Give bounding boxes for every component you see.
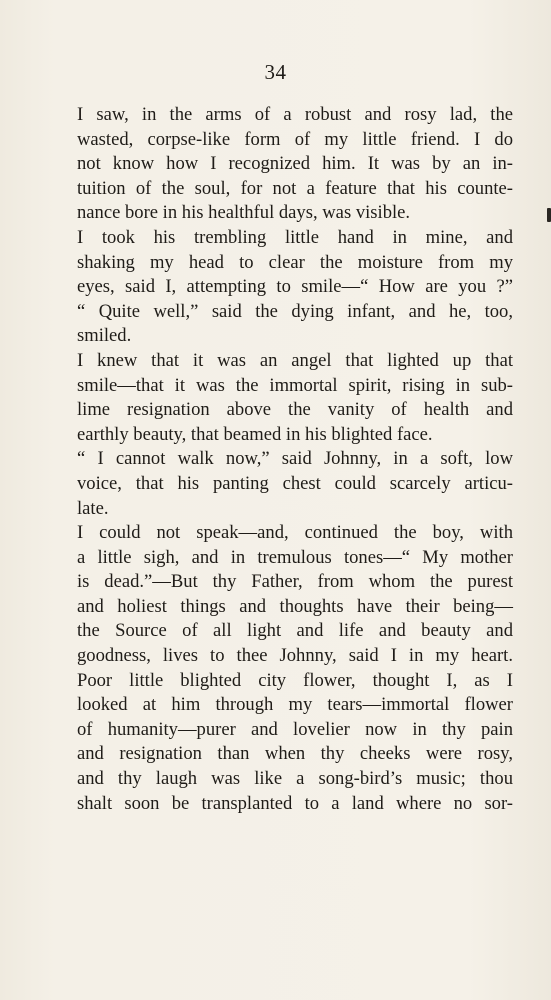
text-line: “ Quite well,” said the dying infant, and he, too, bbox=[77, 300, 513, 322]
text-line: I took his trembling little hand in mine, and bbox=[77, 226, 513, 248]
text-line: the Source of all light and life and beauty and bbox=[77, 620, 513, 642]
text-line: shaking my head to clear the moisture from my bbox=[77, 251, 513, 273]
text-line: eyes, said I, attempting to smile—“ How are you ?” bbox=[77, 276, 513, 298]
text-line: and thy laugh was like a song-bird’s music; thou bbox=[77, 768, 513, 790]
text-line: I saw, in the arms of a robust and rosy lad, the bbox=[77, 104, 513, 125]
text-line: “ I cannot walk now,” said Johnny, in a soft, low bbox=[77, 448, 513, 470]
text-line: Poor little blighted city flower, thought I, as I bbox=[77, 669, 513, 691]
text-line: nance bore in his healthful days, was visible. bbox=[77, 202, 411, 224]
text-line: goodness, lives to thee Johnny, said I in my heart. bbox=[77, 645, 513, 667]
body-text bbox=[77, 103, 513, 816]
text-line: and resignation than when thy cheeks were rosy, bbox=[77, 743, 513, 765]
text-line: of humanity—purer and lovelier now in thy pain bbox=[77, 718, 513, 740]
text-line: a little sigh, and in tremulous tones—“ My mother bbox=[77, 546, 513, 568]
text-line: voice, that his panting chest could scarcely articu- bbox=[77, 472, 513, 494]
text-line: lime resignation above the vanity of health and bbox=[77, 399, 513, 421]
page-edge-mark bbox=[547, 208, 551, 222]
text-line: I could not speak—and, continued the boy, with bbox=[77, 522, 513, 544]
text-line: wasted, corpse-like form of my little friend. I do bbox=[77, 128, 513, 150]
text-line: looked at him through my tears—immortal flower bbox=[77, 694, 513, 716]
text-line: shalt soon be transplanted to a land where no sor- bbox=[77, 792, 513, 814]
text-line: smile—that it was the immortal spirit, rising in sub- bbox=[77, 374, 513, 396]
text-line: late. bbox=[77, 497, 109, 519]
text-line: not know how I recognized him. It was by an in- bbox=[77, 153, 513, 175]
page-number: 34 bbox=[264, 60, 287, 84]
text-line: is dead.”—But thy Father, from whom the purest bbox=[77, 571, 513, 593]
text-line: and holiest things and thoughts have their being— bbox=[77, 595, 513, 617]
text-line: tuition of the soul, for not a feature that his counte- bbox=[77, 177, 513, 199]
text-line: earthly beauty, that beamed in his blighted face. bbox=[77, 423, 433, 445]
text-line: smiled. bbox=[77, 325, 132, 347]
text-line: I knew that it was an angel that lighted up that bbox=[77, 349, 513, 371]
